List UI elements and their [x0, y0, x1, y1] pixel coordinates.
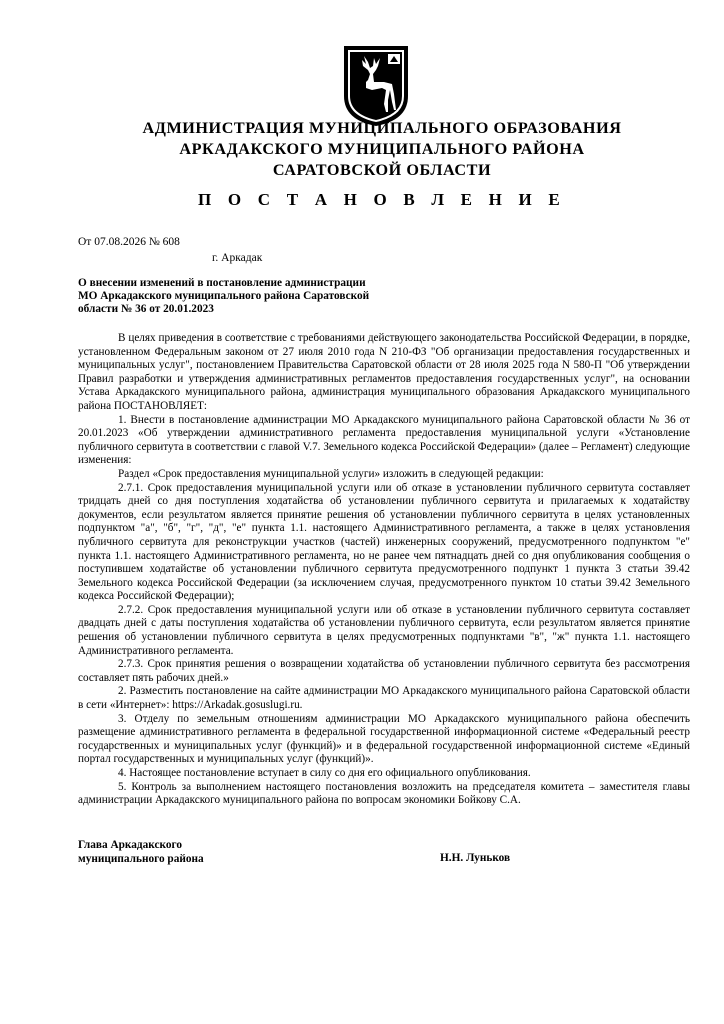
document-body — [78, 332, 690, 808]
org-line-1: АДМИНИСТРАЦИЯ МУНИЦИПАЛЬНОГО ОБРАЗОВАНИЯ — [142, 119, 622, 137]
org-line-2: АРКАДАКСКОГО МУНИЦИПАЛЬНОГО РАЙОНА — [179, 140, 585, 158]
body-paragraph: 2.7.1. Срок предоставления муниципальной услуги или об отказе в установлении публичного сервитута составляет тридцать дней со дня поступления ходатайства об установлении публичного сервитута и прилагаемых к ходатайству документов, если результатом является принятие решения об установлении публичного сервитута в целях установленных подпунктом "а", "б", "г", "д", "е" пункта 1.1. настоящего Административного регламента, а также в целях установления публичного сервитута для реконструкции участков (частей) инженерных сооружений, предусмотренного подпунктом "е" пункта 1.1. настоящего Административного регламента, но не ранее чем пятнадцать дней со дня опубликования сообщения о поступившем ходатайстве об установлении публичного сервитута предусмотренного подпункт 1 пункта 3 статьи 39.42 Земельного кодекса Российской Федерации (за исключением случая, предусмотренного пунктом 10 статьи 39.42 Земельного кодекса Российской Федерации); — [78, 481, 690, 603]
body-paragraph: 3. Отделу по земельным отношениям администрации МО Аркадакского муниципального района обеспечить размещение административного регламента в федеральной государственной информационной системе «Федеральный реестр государственных и муниципальных услуг (функций)» и в федеральной государственной информационной системе «Единый портал государственных и муниципальных услуг (функций)». — [78, 712, 690, 766]
subject-line-3: области № 36 от 20.01.2023 — [78, 303, 214, 315]
document-number-date: От 07.08.2026 № 608 — [78, 236, 180, 248]
body-paragraph: 2.7.3. Срок принятия решения о возвращении ходатайства об установлении публичного сервитута без рассмотрения составляет пять рабочих дней.» — [78, 658, 690, 684]
signatory-name: Н.Н. Луньков — [440, 852, 511, 864]
body-paragraph: 1. Внести в постановление администрации МО Аркадакского муниципального района Саратовской области № 36 от 20.01.2023 «Об утверждении административного регламента предоставления муниципальной услуги «Установление публичного сервитута в соответствии с главой V.7. Земельного кодекса Российской Федерации» (далее – Регламент) следующие изменения: — [78, 413, 690, 467]
coat-of-arms-deer-icon — [342, 44, 410, 128]
signatory-title-line-1: Глава Аркадакского — [78, 839, 183, 851]
body-paragraph: 2.7.2. Срок предоставления муниципальной услуги или об отказе в установлении публичного сервитута составляет двадцать дней с даты поступления ходатайства об установлении публичного сервитута, если результатом является принятие решения об установлении публичного сервитута в целях предусмотренных подпунктами "в", "ж" пункта 1.1. настоящего Административного регламента. — [78, 603, 690, 657]
organization-name — [60, 118, 704, 181]
body-paragraph: Раздел «Срок предоставления муниципальной услуги» изложить в следующей редакции: — [118, 467, 544, 480]
body-paragraph: В целях приведения в соответствие с требованиями действующего законодательства Российской Федерации, в порядке, установленном Федеральным законом от 27 июля 2010 года N 210-ФЗ "Об организации предоставления государственных и муниципальных услуг", постановлением Правительства Саратовской области от 28 июля 2025 года N 580-П "Об утверждении Правил разработки и утверждения административных регламентов предоставления государственных услуг", на основании Устава Аркадакского муниципального района, администрация муниципального образования Аркадакского муниципального района ПОСТАНОВЛЯЕТ: — [78, 332, 690, 412]
document-type-title: П О С Т А Н О В Л Е Н И Е — [198, 190, 566, 209]
subject-line-1: О внесении изменений в постановление администрации — [78, 277, 366, 289]
document-city: г. Аркадак — [212, 252, 263, 264]
body-paragraph: 4. Настоящее постановление вступает в силу со дня его официального опубликования. — [118, 767, 531, 779]
document-subject — [78, 277, 418, 316]
signatory-title — [78, 838, 204, 866]
body-paragraph: 5. Контроль за выполнением настоящего постановления возложить на председателя комитета – заместителя главы администрации Аркадакского муниципального района по вопросам экономики Бойкову С.А. — [78, 780, 690, 807]
org-line-3: САРАТОВСКОЙ ОБЛАСТИ — [272, 161, 492, 179]
signatory-title-line-2: муниципального района — [78, 853, 204, 865]
subject-line-2: МО Аркадакского муниципального района Саратовской — [78, 290, 370, 302]
body-paragraph: 2. Разместить постановление на сайте администрации МО Аркадакского муниципального района Саратовской области в сети «Интернет»: https://Arkadak.gosuslugi.ru. — [78, 685, 690, 712]
